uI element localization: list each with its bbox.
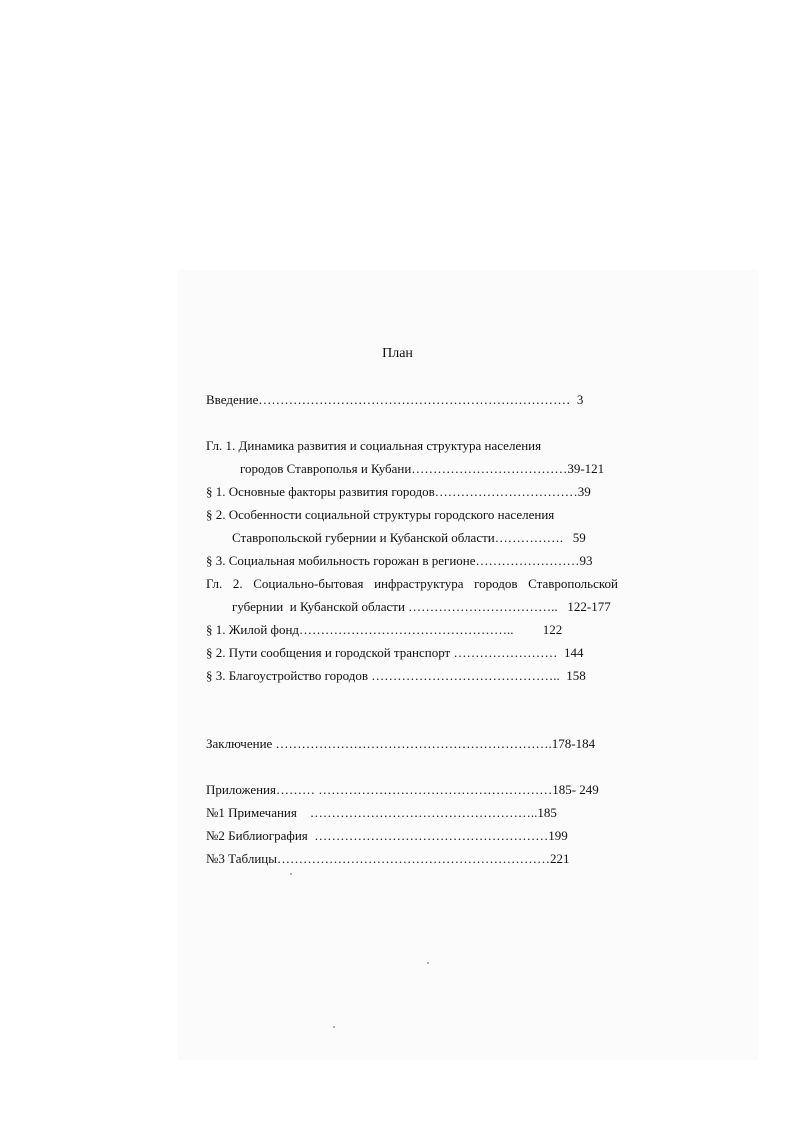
toc-ch1-section-3: § 3. Социальная мобильность горожан в регионе……………………93	[206, 553, 593, 568]
ch2-word: 2.	[232, 576, 243, 591]
ch2-word: Гл.	[206, 576, 223, 591]
scanned-page	[178, 270, 758, 1060]
ch2-word: Ставропольской	[528, 576, 618, 591]
toc-chapter-2-title	[206, 576, 618, 592]
toc-ch1-section-2-continuation: Ставропольской губернии и Кубанской области……………. 59	[232, 530, 586, 545]
toc-intro: Введение……………………………………………………………… 3	[206, 392, 584, 407]
scan-speck	[290, 873, 292, 875]
toc-conclusion: Заключение ……………………………………………………….178-184	[206, 736, 596, 751]
toc-appendix: Приложения……… ………………………………………………185- 249	[206, 782, 599, 797]
toc-appendix-3: №3 Таблицы………………………………………………………221	[206, 851, 570, 866]
toc-ch1-section-2: § 2. Особенности социальной структуры городского населения	[206, 507, 555, 522]
toc-ch1-section-1: § 1. Основные факторы развития городов……………………………39	[206, 484, 591, 499]
scan-speck	[333, 1026, 335, 1028]
toc-chapter-2-continuation: губернии и Кубанской области …………………………….. 122-177	[232, 599, 611, 614]
toc-appendix-2: №2 Библиография ………………………………………………199	[206, 828, 568, 843]
toc-appendix-1: №1 Примечания ……………………………………………..185	[206, 805, 557, 820]
scan-speck	[427, 962, 429, 964]
ch2-word: инфраструктура	[374, 576, 464, 591]
toc-ch2-section-2: § 2. Пути сообщения и городской транспорт …………………… 144	[206, 645, 584, 660]
ch2-word: Социально-бытовая	[253, 576, 364, 591]
toc-chapter-1-title: Гл. 1. Динамика развития и социальная структура населения	[206, 438, 542, 453]
page-title: План	[382, 346, 413, 361]
toc-ch2-section-3: § 3. Благоустройство городов …………………………………….. 158	[206, 668, 586, 683]
ch2-word: городов	[474, 576, 518, 591]
toc-chapter-1-continuation: городов Ставрополья и Кубани………………………………39-121	[240, 461, 605, 476]
toc-ch2-section-1: § 1. Жилой фонд………………………………………….. 122	[206, 622, 563, 637]
